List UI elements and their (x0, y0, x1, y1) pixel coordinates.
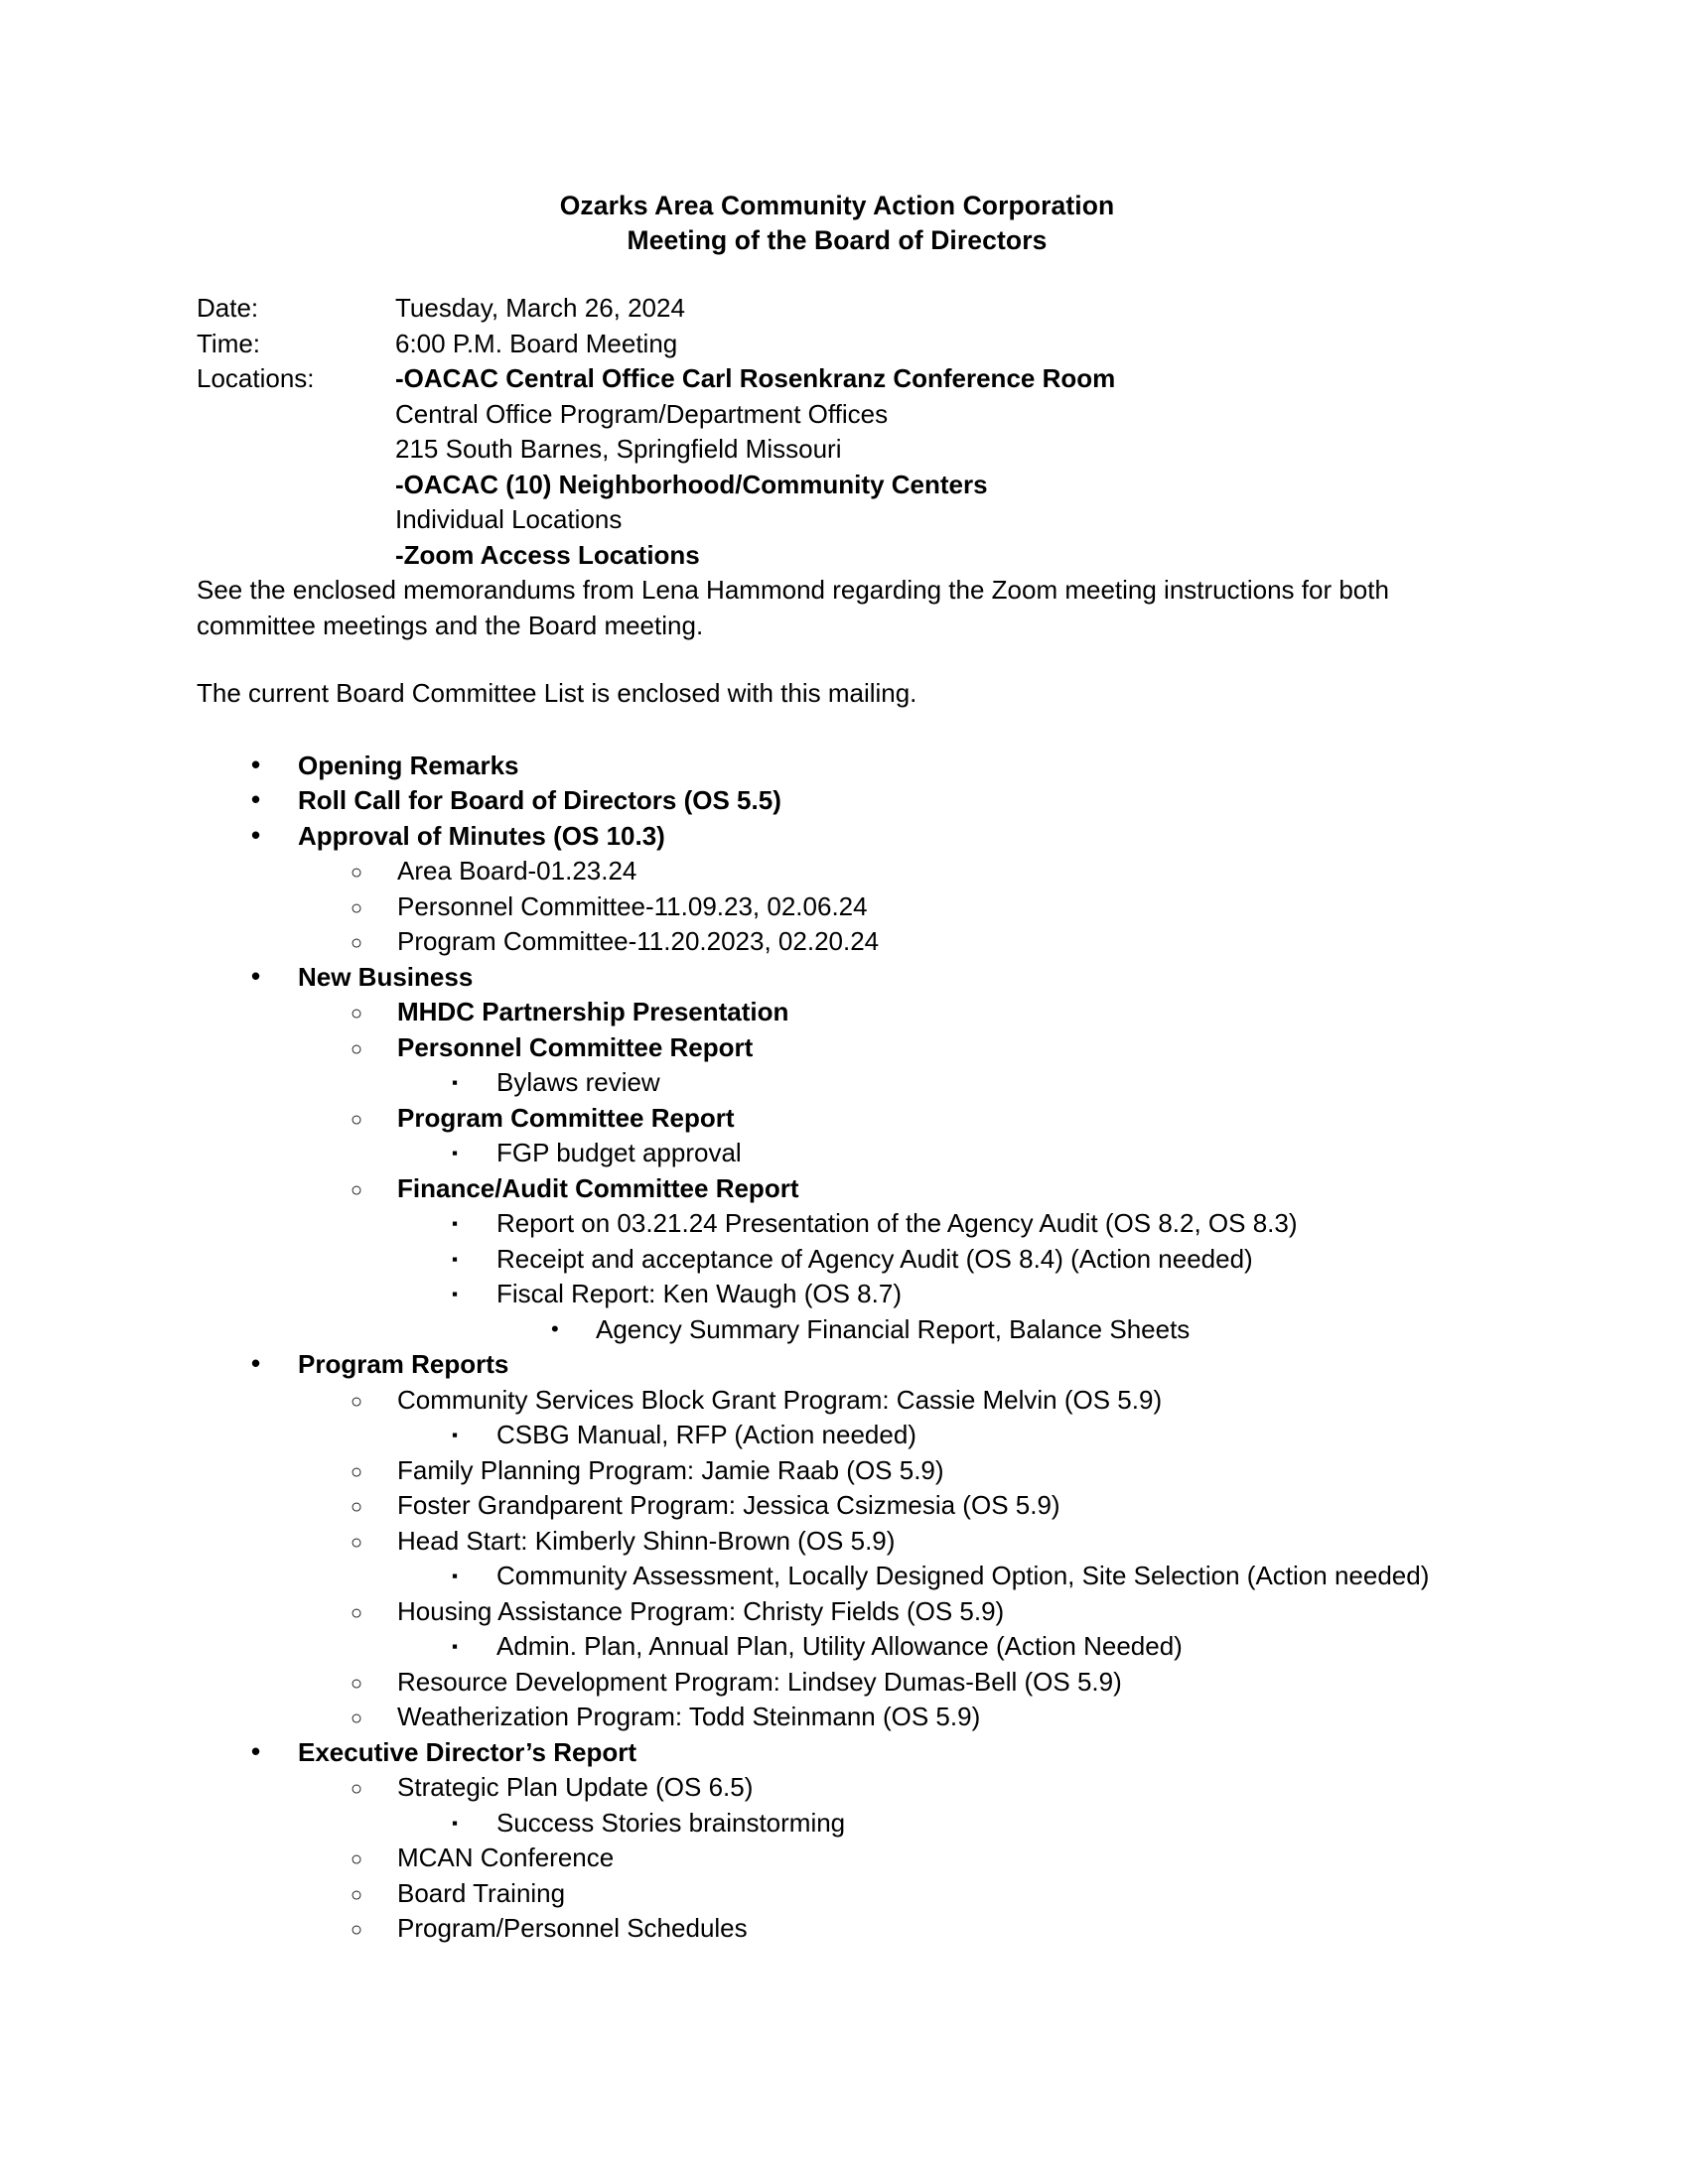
agenda-item (197, 924, 1477, 960)
agenda-item (197, 1524, 1477, 1560)
list-bullet-level2-icon: ○ (351, 1707, 363, 1729)
meeting-locations-row (197, 361, 1477, 397)
list-bullet-level2-icon: ○ (351, 1108, 363, 1131)
agenda-item (197, 783, 1477, 819)
list-bullet-level4-icon: • (551, 1315, 559, 1341)
agenda-item (197, 1594, 1477, 1630)
agenda-item (197, 1242, 1477, 1278)
agenda-item-label: Weatherization Program: Todd Steinmann (OS 5.9) (397, 1702, 981, 1731)
list-bullet-level3-icon: ▪ (452, 1426, 459, 1444)
date-value: Tuesday, March 26, 2024 (395, 293, 685, 323)
agenda-item (197, 1101, 1477, 1137)
location-line-neighborhood-centers: -OACAC (10) Neighborhood/Community Centers (395, 469, 988, 499)
agenda-item-label: Executive Director’s Report (298, 1736, 637, 1767)
location-line-primary: -OACAC Central Office Carl Rosenkranz Conference Room (395, 363, 1116, 393)
agenda-item (197, 1312, 1477, 1348)
agenda-item (197, 749, 1477, 784)
agenda-item (197, 995, 1477, 1030)
agenda-item-label: Finance/Audit Committee Report (397, 1172, 799, 1203)
list-bullet-level1-icon: • (251, 819, 261, 850)
agenda-item (197, 1488, 1477, 1524)
agenda-item-label: Roll Call for Board of Directors (OS 5.5) (298, 785, 781, 815)
agenda-item (197, 1841, 1477, 1876)
agenda-item-label: Family Planning Program: Jamie Raab (OS 5.9) (397, 1454, 944, 1485)
agenda-item-label: Resource Development Program: Lindsey Dumas-Bell (OS 5.9) (397, 1666, 1122, 1697)
agenda-item (197, 1806, 1477, 1842)
agenda-item-label: Head Start: Kimberly Shinn-Brown (OS 5.9) (397, 1525, 896, 1556)
title-line-meeting: Meeting of the Board of Directors (627, 225, 1048, 255)
list-bullet-level2-icon: ○ (351, 1919, 363, 1941)
agenda-item-label: Opening Remarks (298, 750, 519, 780)
agenda-item (197, 1665, 1477, 1701)
list-bullet-level3-icon: ▪ (452, 1813, 459, 1833)
list-bullet-level2-icon: ○ (351, 1672, 363, 1695)
agenda-outline (197, 749, 1477, 1947)
agenda-item (197, 1735, 1477, 1771)
agenda-item-label: Strategic Plan Update (OS 6.5) (397, 1772, 754, 1802)
list-bullet-level2-icon: ○ (351, 1460, 363, 1483)
list-bullet-level3-icon: ▪ (452, 1567, 459, 1585)
agenda-item (197, 960, 1477, 996)
list-bullet-level1-icon: • (251, 960, 261, 991)
agenda-item-label: Fiscal Report: Ken Waugh (OS 8.7) (496, 1279, 902, 1308)
agenda-item (197, 1453, 1477, 1489)
list-bullet-level2-icon: ○ (351, 932, 363, 954)
date-label: Date: (197, 293, 259, 323)
agenda-item-label: Report on 03.21.24 Presentation of the Agency Audit (OS 8.2, OS 8.3) (496, 1208, 1298, 1238)
list-bullet-level2-icon: ○ (351, 1531, 363, 1554)
list-bullet-level2-icon: ○ (351, 1178, 363, 1201)
agenda-item-label: Foster Grandparent Program: Jessica Csizmesia (OS 5.9) (397, 1490, 1060, 1520)
agenda-item (197, 854, 1477, 889)
agenda-item (197, 1770, 1477, 1806)
agenda-item-label: Program/Personnel Schedules (397, 1913, 748, 1943)
agenda-item-label: Program Reports (298, 1349, 509, 1379)
list-bullet-level2-icon: ○ (351, 896, 363, 919)
agenda-item (197, 1206, 1477, 1242)
agenda-item (197, 1136, 1477, 1171)
agenda-item-label: New Business (298, 961, 474, 992)
agenda-item-label: Receipt and acceptance of Agency Audit (OS 8.4) (Action needed) (496, 1243, 1253, 1274)
list-bullet-level3-icon: ▪ (452, 1249, 459, 1269)
agenda-item (197, 1700, 1477, 1735)
document-body (197, 189, 1477, 1947)
agenda-item-label: FGP budget approval (496, 1138, 742, 1167)
agenda-item (197, 1418, 1477, 1453)
list-bullet-level2-icon: ○ (351, 1778, 363, 1800)
zoom-instructions-paragraph: See the enclosed memorandums from Lena Hammond regarding the Zoom meeting instructions for both committee meetings and the Board meeting. (197, 575, 1389, 640)
time-label: Time: (197, 328, 261, 358)
agenda-item-label: MCAN Conference (397, 1843, 615, 1872)
list-bullet-level2-icon: ○ (351, 1848, 363, 1870)
list-bullet-level2-icon: ○ (351, 1496, 363, 1518)
meeting-date-row (197, 291, 1477, 327)
agenda-item (197, 1629, 1477, 1665)
list-bullet-level2-icon: ○ (351, 862, 363, 884)
agenda-item-label: Admin. Plan, Annual Plan, Utility Allowance (Action Needed) (496, 1631, 1183, 1661)
list-bullet-level1-icon: • (251, 784, 261, 814)
meeting-details (197, 291, 1477, 573)
agenda-item-label: Personnel Committee Report (397, 1031, 754, 1062)
agenda-item (197, 1171, 1477, 1207)
agenda-item-label: Personnel Committee-11.09.23, 02.06.24 (397, 890, 868, 921)
agenda-item (197, 1559, 1477, 1594)
agenda-item (197, 1911, 1477, 1947)
agenda-item-label: Program Committee Report (397, 1102, 735, 1133)
list-bullet-level2-icon: ○ (351, 1883, 363, 1906)
agenda-item (197, 819, 1477, 855)
list-bullet-level3-icon: ▪ (452, 1073, 459, 1092)
agenda-item (197, 889, 1477, 925)
list-bullet-level2-icon: ○ (351, 1601, 363, 1624)
list-bullet-level1-icon: • (251, 1348, 261, 1378)
time-value: 6:00 P.M. Board Meeting (395, 328, 678, 358)
agenda-item-label: Area Board-01.23.24 (397, 856, 637, 886)
agenda-item-label: Housing Assistance Program: Christy Fields (OS 5.9) (397, 1595, 1005, 1626)
list-bullet-level3-icon: ▪ (452, 1214, 459, 1233)
location-line-individual: Individual Locations (395, 504, 623, 534)
list-bullet-level2-icon: ○ (351, 1037, 363, 1060)
location-line-address: 215 South Barnes, Springfield Missouri (395, 434, 842, 464)
meeting-time-row (197, 327, 1477, 362)
agenda-item (197, 1347, 1477, 1383)
agenda-item-label: Approval of Minutes (OS 10.3) (298, 820, 665, 851)
list-bullet-level1-icon: • (251, 749, 261, 779)
location-line-central-office: Central Office Program/Department Offices (395, 398, 889, 429)
agenda-item-label: Community Assessment, Locally Designed Option, Site Selection (Action needed) (496, 1561, 1430, 1590)
list-bullet-level3-icon: ▪ (452, 1637, 459, 1656)
document-title (197, 189, 1477, 258)
location-line-zoom: -Zoom Access Locations (395, 539, 700, 570)
committee-list-paragraph: The current Board Committee List is enclosed with this mailing. (197, 678, 917, 708)
locations-label: Locations: (197, 363, 315, 393)
agenda-item (197, 1030, 1477, 1066)
list-bullet-level3-icon: ▪ (452, 1285, 459, 1303)
agenda-item-label: Agency Summary Financial Report, Balance Sheets (596, 1313, 1191, 1344)
agenda-item-label: CSBG Manual, RFP (Action needed) (496, 1420, 916, 1449)
agenda-item (197, 1065, 1477, 1101)
agenda-item-label: Program Committee-11.20.2023, 02.20.24 (397, 926, 880, 956)
agenda-item-label: Community Services Block Grant Program: Cassie Melvin (OS 5.9) (397, 1384, 1163, 1415)
agenda-item-label: Success Stories brainstorming (496, 1807, 846, 1838)
agenda-item-label: Bylaws review (496, 1067, 660, 1097)
list-bullet-level2-icon: ○ (351, 1003, 363, 1024)
list-bullet-level1-icon: • (251, 1735, 261, 1766)
list-bullet-level3-icon: ▪ (452, 1144, 459, 1162)
agenda-item (197, 1876, 1477, 1912)
list-bullet-level2-icon: ○ (351, 1390, 363, 1413)
agenda-item-label: MHDC Partnership Presentation (397, 997, 789, 1026)
agenda-item-label: Board Training (397, 1877, 566, 1908)
agenda-item (197, 1383, 1477, 1419)
agenda-item (197, 1277, 1477, 1312)
title-line-organization: Ozarks Area Community Action Corporation (559, 191, 1115, 220)
